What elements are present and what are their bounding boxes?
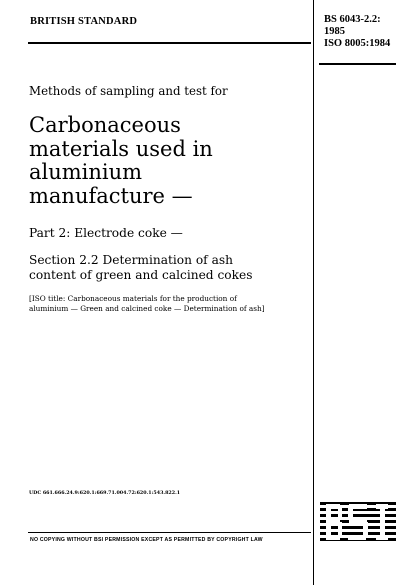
standard-label: BRITISH STANDARD <box>30 16 138 27</box>
bsi-logo-icon <box>320 500 396 546</box>
udc-code: UDC 661.666.24.9:620.1:669.71.004.72:620.1:543.822.1 <box>29 490 181 496</box>
main-title <box>29 114 309 208</box>
standard-year: 1985 <box>324 26 345 37</box>
title-line: manufacture — <box>29 183 193 208</box>
title-line: Carbonaceous <box>29 113 181 137</box>
section-line: Section 2.2 Determination of ash <box>29 253 233 267</box>
iso-title <box>29 294 312 314</box>
header-rule-right <box>319 63 396 65</box>
iso-title-line: aluminium — Green and calcined coke — Determination of ash] <box>29 304 265 313</box>
title-line: aluminium <box>29 160 143 184</box>
vertical-divider <box>313 0 314 585</box>
section-title <box>29 253 309 282</box>
lead-title: Methods of sampling and test for <box>29 84 228 98</box>
footer-rule <box>28 532 311 533</box>
section-line: content of green and calcined cokes <box>29 267 253 282</box>
title-line: materials used in <box>29 136 213 161</box>
part-title: Part 2: Electrode coke — <box>29 226 183 240</box>
header-rule-left <box>28 42 311 44</box>
standard-number: BS 6043-2.2: <box>324 14 381 25</box>
copyright-notice: NO COPYING WITHOUT BSI PERMISSION EXCEPT AS PERMITTED BY COPYRIGHT LAW <box>30 537 263 543</box>
standard-reference <box>324 14 390 50</box>
iso-title-line: [ISO title: Carbonaceous materials for the production of <box>29 294 237 303</box>
iso-reference: ISO 8005:1984 <box>324 38 391 49</box>
